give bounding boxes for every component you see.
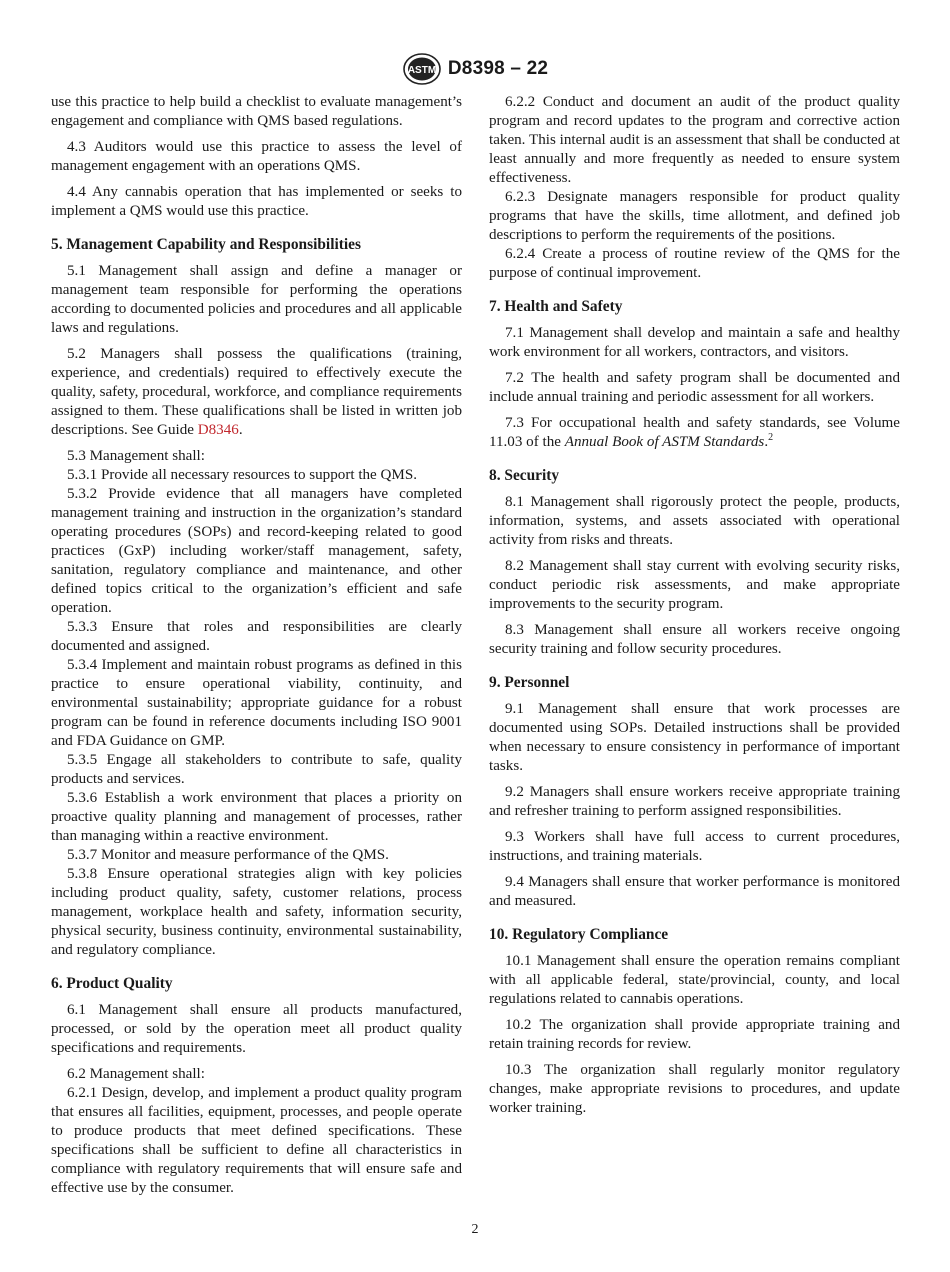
paragraph-7-1: 7.1 Management shall develop and maintain a safe and healthy work environment for all workers, contractors, and visitors.	[489, 325, 900, 360]
paragraph-5-3-1: 5.3.1 Provide all necessary resources to support the QMS.	[67, 467, 418, 483]
section-7-heading: 7. Health and Safety	[489, 298, 623, 315]
section-6-heading: 6. Product Quality	[51, 975, 173, 992]
paragraph-5-3-2: 5.3.2 Provide evidence that all managers have completed management training and instruction in the organization’s standard operating procedures (SOPs) and record-keeping related to good practices (GxP) including worker/staff management, safety, sanitation, regulatory compliance and maintenance, and other defined topics critical to the organization’s efficient and safe operation.	[51, 486, 462, 616]
paragraph-5-3-5: 5.3.5 Engage all stakeholders to contribute to safe, quality products and services.	[51, 752, 462, 787]
paragraph-8-3: 8.3 Management shall ensure all workers receive ongoing security training and follow security procedures.	[489, 622, 900, 657]
paragraph-9-1: 9.1 Management shall ensure that work processes are documented using SOPs. Detailed instructions shall be provided when necessary to ensure consistency in performance of important tasks.	[489, 701, 900, 774]
footnote-2-marker[interactable]: 2	[768, 431, 774, 443]
paragraph-10-2: 10.2 The organization shall provide appropriate training and retain training records for review.	[489, 1017, 900, 1052]
paragraph-5-3-4: 5.3.4 Implement and maintain robust programs as defined in this practice to ensure operational viability, continuity, and environmental sustainability; appropriate guidance for a robust program can be found in reference documents including ISO 9001 and FDA Guidance on GMP.	[51, 657, 462, 749]
paragraph-7-2: 7.2 The health and safety program shall be documented and include annual training and periodic assessment for all workers.	[489, 370, 900, 405]
astm-logo-icon	[402, 52, 442, 86]
right-column	[489, 93, 900, 1118]
paragraph-8-1: 8.1 Management shall rigorously protect the people, products, information, systems, and assets associated with operational activity from risks and threats.	[489, 494, 900, 548]
paragraph-5-3: 5.3 Management shall:	[67, 448, 205, 464]
left-column	[51, 93, 462, 1198]
paragraph-6-2-2: 6.2.2 Conduct and document an audit of the product quality program and record updates to the program and corrective action taken. This internal audit is an assessment that shall be conducted at least annually and more frequently as needed to ensure system effectiveness.	[489, 94, 900, 186]
paragraph-9-3: 9.3 Workers shall have full access to current procedures, instructions, and training materials.	[489, 829, 900, 864]
page-header	[0, 52, 950, 86]
section-8-heading: 8. Security	[489, 467, 560, 484]
paragraph-4-4: 4.4 Any cannabis operation that has implemented or seeks to implement a QMS would use this practice.	[51, 184, 462, 219]
paragraph-6-2-3: 6.2.3 Designate managers responsible for product quality programs that have the skills, time allotment, and defined job descriptions to perform the requirements of the positions.	[489, 189, 900, 243]
paragraph-9-2: 9.2 Managers shall ensure workers receive appropriate training and refresher training to perform assigned responsibilities.	[489, 784, 900, 819]
page-number: 2	[471, 1222, 479, 1237]
section-5-heading: 5. Management Capability and Responsibilities	[51, 236, 361, 253]
paragraph-4-3: 4.3 Auditors would use this practice to assess the level of management engagement with an operations QMS.	[51, 139, 462, 174]
section-9-heading: 9. Personnel	[489, 674, 570, 691]
section-10-heading: 10. Regulatory Compliance	[489, 926, 669, 943]
paragraph-6-1: 6.1 Management shall ensure all products manufactured, processed, or sold by the operation meet all product quality specifications and requirements.	[51, 1002, 462, 1056]
paragraph-5-3-8: 5.3.8 Ensure operational strategies align with key policies including product quality, safety, customer relations, process management, workplace health and safety, information security, physical security, business continuity, environmental sustainability, and regulatory compliance.	[51, 866, 462, 958]
paragraph-4-2-continued: use this practice to help build a checklist to evaluate management’s engagement and compliance with QMS based regulations.	[51, 94, 462, 129]
paragraph-8-2: 8.2 Management shall stay current with evolving security risks, conduct periodic risk assessments, and make appropriate improvements to the security program.	[489, 558, 900, 612]
paragraph-5-2: 5.2 Managers shall possess the qualifications (training, experience, and credentials) required to effectively execute the quality, safety, procedural, workforce, and compliance requirements assigned to them. These qualifications shall be listed in written job descriptions. See Guide D8346.	[51, 346, 462, 438]
paragraph-6-2: 6.2 Management shall:	[67, 1066, 205, 1082]
paragraph-5-3-7: 5.3.7 Monitor and measure performance of the QMS.	[67, 847, 389, 863]
paragraph-9-4: 9.4 Managers shall ensure that worker performance is monitored and measured.	[489, 874, 900, 909]
paragraph-6-2-1: 6.2.1 Design, develop, and implement a product quality program that ensures all facilities, equipment, processes, and people operate to produce products that meet defined specifications. These specifications shall be sufficient to define all characteristics in compliance with regulatory requirements that will ensure safe and effective use by the consumer.	[51, 1085, 462, 1196]
paragraph-5-3-3: 5.3.3 Ensure that roles and responsibilities are clearly documented and assigned.	[51, 619, 462, 654]
svg-text:ASTM: ASTM	[407, 65, 437, 76]
standard-designation: D8398 – 22	[447, 58, 549, 79]
paragraph-5-3-6: 5.3.6 Establish a work environment that places a priority on proactive quality planning and management of processes, rather than managing within a reactive environment.	[51, 790, 462, 844]
d8346-link[interactable]: D8346	[197, 422, 239, 438]
paragraph-10-1: 10.1 Management shall ensure the operation remains compliant with all applicable federal, state/provincial, county, and local regulations related to cannabis operations.	[489, 953, 900, 1007]
paragraph-5-1: 5.1 Management shall assign and define a manager or management team responsible for performing the operations according to documented policies and procedures and all applicable laws and regulations.	[51, 263, 462, 336]
paragraph-10-3: 10.3 The organization shall regularly monitor regulatory changes, make appropriate revisions to procedures, and update worker training.	[489, 1062, 900, 1116]
paragraph-7-3: 7.3 For occupational health and safety standards, see Volume 11.03 of the Annual Book of ASTM Standards.$^2$	[489, 415, 900, 450]
paragraph-6-2-4: 6.2.4 Create a process of routine review of the QMS for the purpose of continual improvement.	[489, 246, 900, 281]
